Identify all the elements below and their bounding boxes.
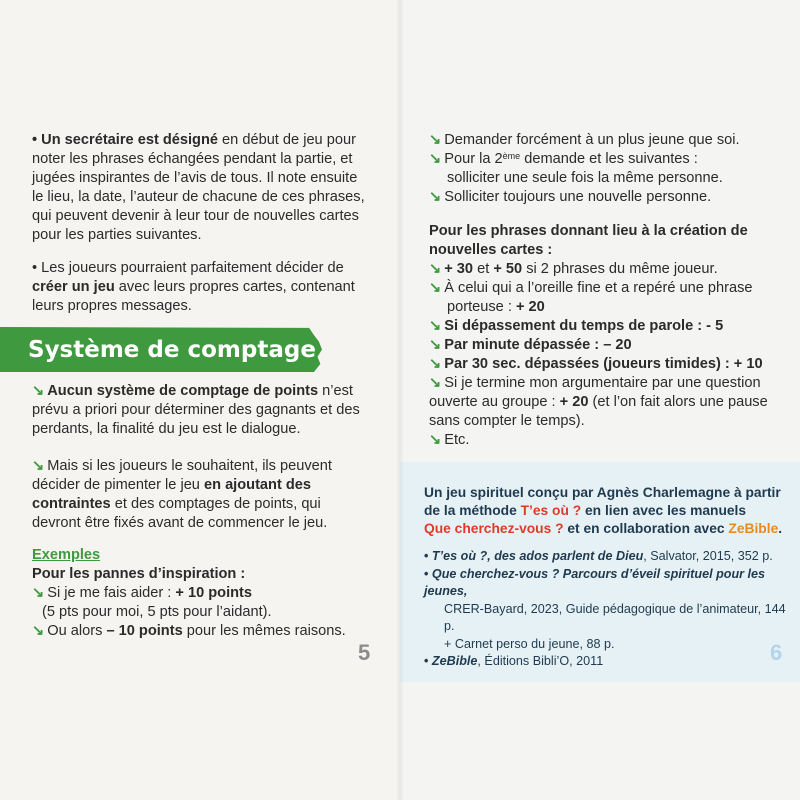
bibliography-item: • ZeBible, Éditions Bibli’O, 2011	[424, 654, 604, 668]
arrow-icon: ↘	[429, 280, 442, 296]
arrow-icon: ↘	[429, 356, 442, 372]
bibliography-item: • T’es où ?, des ados parlent de Dieu, Salvator, 2015, 352 p.	[424, 549, 773, 563]
arrow-icon: ↘	[429, 189, 442, 205]
new-cards-block: Pour les phrases donnant lieu à la création de nouvelles cartes : ↘ + 30 et + 50 si 2 phrases du même joueur. ↘ À celui qui a l’oreille fine et a repéré une phrase porteuse : + 20 ↘ Si dépassement du temps de parole : - 5 ↘ Par minute dépassée : – 20 ↘ Par 30 sec. dépassées (joueurs timides) : + 10 ↘ Si je termine mon argumentaire par une question ouverte au groupe : + 20 (et l’on fait alors une pause sans compter le temps). ↘ Etc.	[429, 223, 768, 448]
arrow-icon: ↘	[429, 132, 442, 148]
arrow-icon: ↘	[429, 432, 442, 448]
bibliography-item: • Que cherchez-vous ? Parcours d’éveil spirituel pour les jeunes,	[424, 566, 766, 598]
credits-text: Un jeu spirituel conçu par Agnès Charlemagne à partir de la méthode T’es où ? en lien avec les manuels Que cherchez-vous ? et en collaboration avec ZeBible.	[424, 485, 783, 536]
inspiration-heading: Pour les pannes d’inspiration :	[32, 566, 246, 582]
page-number-left: 5	[358, 640, 371, 665]
arrow-icon: ↘	[429, 318, 442, 334]
arrow-icon: ↘	[429, 375, 442, 391]
arrow-icon: ↘	[32, 383, 45, 399]
page-number-right: 6	[770, 640, 783, 665]
examples-block: Exemples Pour les pannes d’inspiration : ↘ Si je me fais aider : + 10 points (5 pts pour moi, 5 pts pour l’aidant). ↘ Ou alors – 10 points pour les mêmes raisons.	[32, 546, 387, 641]
arrow-icon: ↘	[429, 337, 442, 353]
credits-box	[400, 462, 800, 682]
arrow-icon: ↘	[32, 458, 45, 474]
arrow-icon: ↘	[32, 585, 45, 601]
bibliography: • T’es où ?, des ados parlent de Dieu, Salvator, 2015, 352 p. • Que cherchez-vous ? Parcours d’éveil spirituel pour les jeunes, CRER-Bayard, 2023, Guide pédagogique de l’animateur, 144 p. + Carnet perso du jeune, 88 p. • ZeBible, Éditions Bibli’O, 2011	[424, 548, 796, 671]
arrow-icon: ↘	[429, 151, 442, 167]
arrow-icon: ↘	[429, 261, 442, 277]
section-title: Système de comptage	[28, 337, 316, 363]
arrow-icon: ↘	[32, 623, 45, 639]
secretary-paragraph: • Un secrétaire est désigné en début de jeu pour noter les phrases échangées pendant la partie, et jugées inspirantes de l’avis de tous. Il note ensuite le lieu, la date, l’auteur de chacune de ces phrases, qui peuvent devenir à leur tour de nouvelles cartes pour les parties suivantes.	[32, 132, 365, 243]
own-game-paragraph: • Les joueurs pourraient parfaitement décider de créer un jeu avec leurs propres cartes, contenant leurs propres messages.	[32, 260, 355, 314]
scoring-option-paragraph: ↘ Mais si les joueurs le souhaitent, ils peuvent décider de pimenter le jeu en ajoutant des contraintes et des comptages de points, qui devront être fixés avant de commencer le jeu.	[32, 458, 332, 531]
rules-list: ↘ Demander forcément à un plus jeune que soi. ↘ Pour la 2ème demande et les suivantes : solliciter une seule fois la même personne. ↘ Solliciter toujours une nouvelle personne.	[429, 132, 740, 205]
examples-heading: Exemples	[32, 547, 101, 563]
page-fold	[396, 0, 404, 800]
no-scoring-paragraph: ↘ Aucun système de comptage de points n’est prévu a priori pour déterminer des gagnants et des perdants, la finalité du jeu est le dialogue.	[32, 383, 360, 437]
